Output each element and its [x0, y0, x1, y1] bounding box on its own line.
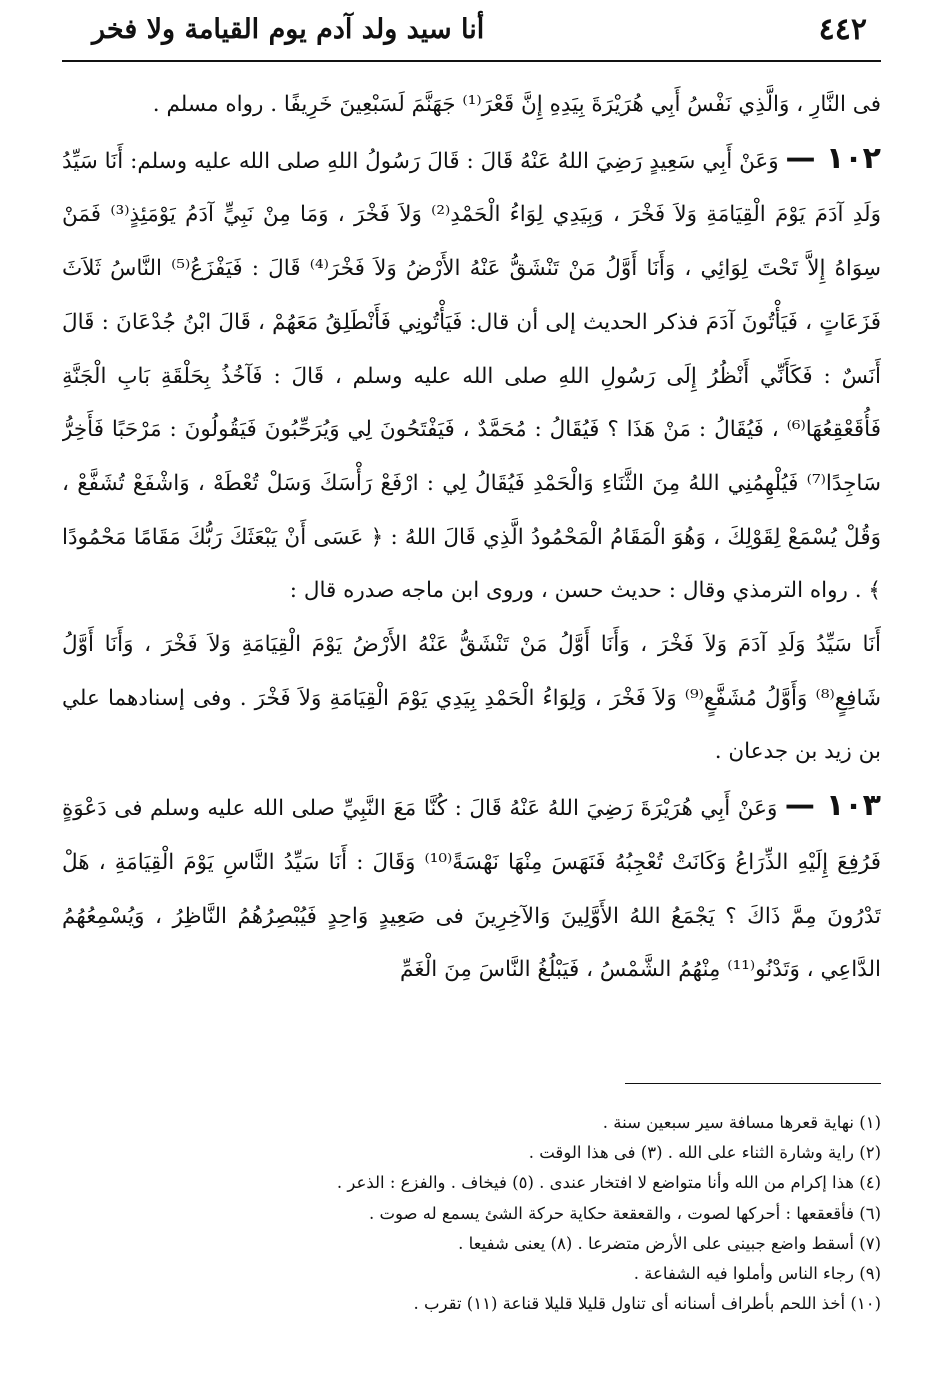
page-number: ٤٤٢ — [818, 12, 867, 47]
hadith-number-102: ١٠٢ — — [785, 140, 881, 176]
running-title: أنا سيد ولد آدم يوم القيامة ولا فخر — [92, 14, 485, 45]
footnotes-list — [62, 1108, 881, 1338]
footnote: (٩) رجاء الناس وأملوا فيه الشفاعة . — [633, 1264, 881, 1284]
footnote-separator — [625, 1083, 881, 1084]
paragraph-ibn-majah: أَنَا سَيِّدُ وَلَدِ آدَمَ وَلاَ فَخْرَ ، وَأَنَا أَوَّلُ مَنْ تَنْشَقُّ عَنْهُ الأَرْضُ يَوْمَ الْقِيَامَةِ وَلاَ فَخْرَ ، وَأَنَا أَوَّلُ شَافِعٍ⁽⁸⁾ وَأَوَّلُ مُشَفَّعٍ⁽⁹⁾ وَلاَ فَخْرَ ، وَلِوَاءُ الْحَمْدِ بِيَدِي يَوْمَ الْقِيَامَةِ وَلاَ فَخْرَ . وفى إسنادهما علي بن زيد بن جدعان . — [62, 632, 881, 765]
hadith-102-text: وَعَنْ أَبِي سَعِيدٍ رَضِيَ اللهُ عَنْهُ قَالَ : قَالَ رَسُولُ اللهِ صلى الله عليه وسلم: أَنَا سَيِّدُ وَلَدِ آدَمَ يَوْمَ الْقِيَامَةِ وَلاَ فَخْرَ ، وَبِيَدِي لِوَاءُ الْحَمْدِ⁽²⁾ وَلاَ فَخْرَ ، وَمَا مِنْ نَبِيٍّ آدَمُ يَوْمَئِذٍ⁽³⁾ فَمَنْ سِوَاهُ إِلاَّ تَحْتَ لِوَائِي ، وَأَنَا أَوَّلُ مَنْ تَنْشَقُّ عَنْهُ الأَرْضُ وَلاَ فَخْرَ⁽⁴⁾ قَالَ : فَيَفْزَعُ⁽⁵⁾ النَّاسُ ثَلاَثَ فَزَعَاتٍ ، فَيَأْتُونَ آدَمَ فذكر الحديث إلى أن قال: فَيَأْتُونِي فَأَنْطَلِقُ مَعَهُمْ ، قَالَ ابْنُ جُدْعَانَ : قَالَ أَنَسٌ : فَكَأَنِّي أَنْظُرُ إِلَى رَسُولِ اللهِ صلى الله عليه وسلم ، قَالَ : فَآخُذُ بِحَلْقَةِ بَابِ الْجَنَّةِ فَأُقَعْقِعُهَا⁽⁶⁾ ، فَيُقَالُ : مَنْ هَذَا ؟ فَيُقَالُ : مُحَمَّدٌ ، فَيَفْتَحُونَ لِي وَيُرَحِّبُونَ فَيَقُولُونَ : مَرْحَبًا فَأَخِرُّ سَاجِدًا⁽⁷⁾ فَيُلْهِمُنِي اللهُ مِنَ الثَّنَاءِ وَالْحَمْدِ فَيُقَالُ لِي : ارْفَعْ رَأْسَكَ وَسَلْ تُعْطَهْ ، وَاشْفَعْ تُشَفَّعْ ، وَقُلْ يُسْمَعْ لِقَوْلِكَ ، وَهُوَ الْمَقَامُ الْمَحْمُودُ الَّذِي قَالَ اللهُ : ﴿ عَسَى أَنْ يَبْعَثَكَ رَبُّكَ مَقَامًا مَحْمُودًا ﴾ . رواه الترمذي وقال : حديث حسن ، وروى ابن ماجه صدره قال : — [62, 148, 881, 604]
hadith-103 — [62, 779, 881, 997]
main-text — [62, 78, 881, 1068]
footnote: (٧) أسقط واضع جبينى على الأرض متضرعا . (٨) يعنى شفيعا . — [458, 1233, 881, 1253]
footnote: (١) نهاية قعرها مسافة سير سبعين سنة . — [602, 1113, 881, 1132]
paragraph-continuation: فى النَّارِ ، وَالَّذِي نَفْسُ أَبِي هُرَيْرَةَ بِيَدِهِ إِنَّ قَعْرَ⁽¹⁾ جَهَنَّمَ لَسَبْعِينَ خَرِيفًا . رواه مسلم . — [152, 92, 881, 117]
hadith-102 — [62, 132, 881, 618]
footnote: (٢) راية وشارة الثناء على الله . (٣) فى هذا الوقت . — [528, 1143, 881, 1163]
footnote: (٦) فأقعقعها : أحركها لصوت ، والقعقعة حكاية حركة الشئ يسمع له صوت . — [368, 1203, 881, 1223]
page-header — [62, 8, 881, 62]
hadith-103-text: وَعَنْ أَبِي هُرَيْرَةَ رَضِيَ اللهُ عَنْهُ قَالَ : كُنَّا مَعَ النَّبِيِّ صلى الله عليه وسلم فى دَعْوَةٍ فَرُفِعَ إِلَيْهِ الذِّرَاعُ وَكَانَتْ تُعْجِبُهُ فَنَهَسَ مِنْهَا نَهْسَةً⁽¹⁰⁾ وَقَالَ : أَنَا سَيِّدُ النَّاسِ يَوْمَ الْقِيَامَةِ ، هَلْ تَدْرُونَ مِمَّ ذَاكَ ؟ يَجْمَعُ اللهُ الأَوَّلِينَ وَالآخِرِينَ فى صَعِيدٍ وَاحِدٍ فَيُبْصِرُهُمُ النَّاظِرُ ، وَيُسْمِعُهُمُ الدَّاعِي ، وَتَدْنُو⁽¹¹⁾ مِنْهُمُ الشَّمْسُ ، فَيَبْلُغُ النَّاسَ مِنَ الْغَمِّ — [62, 796, 881, 983]
footnote: (٤) هذا إكرام من الله وأنا متواضع لا افتخار عندى . (٥) فيخاف . والفزع : الذعر . — [336, 1173, 881, 1193]
footnote: (١٠) أخذ اللحم بأطراف أسنانه أى تناول قليلا قليلا قناعة (١١) تقرب . — [413, 1294, 881, 1314]
hadith-number-103: ١٠٣ — — [784, 788, 881, 824]
